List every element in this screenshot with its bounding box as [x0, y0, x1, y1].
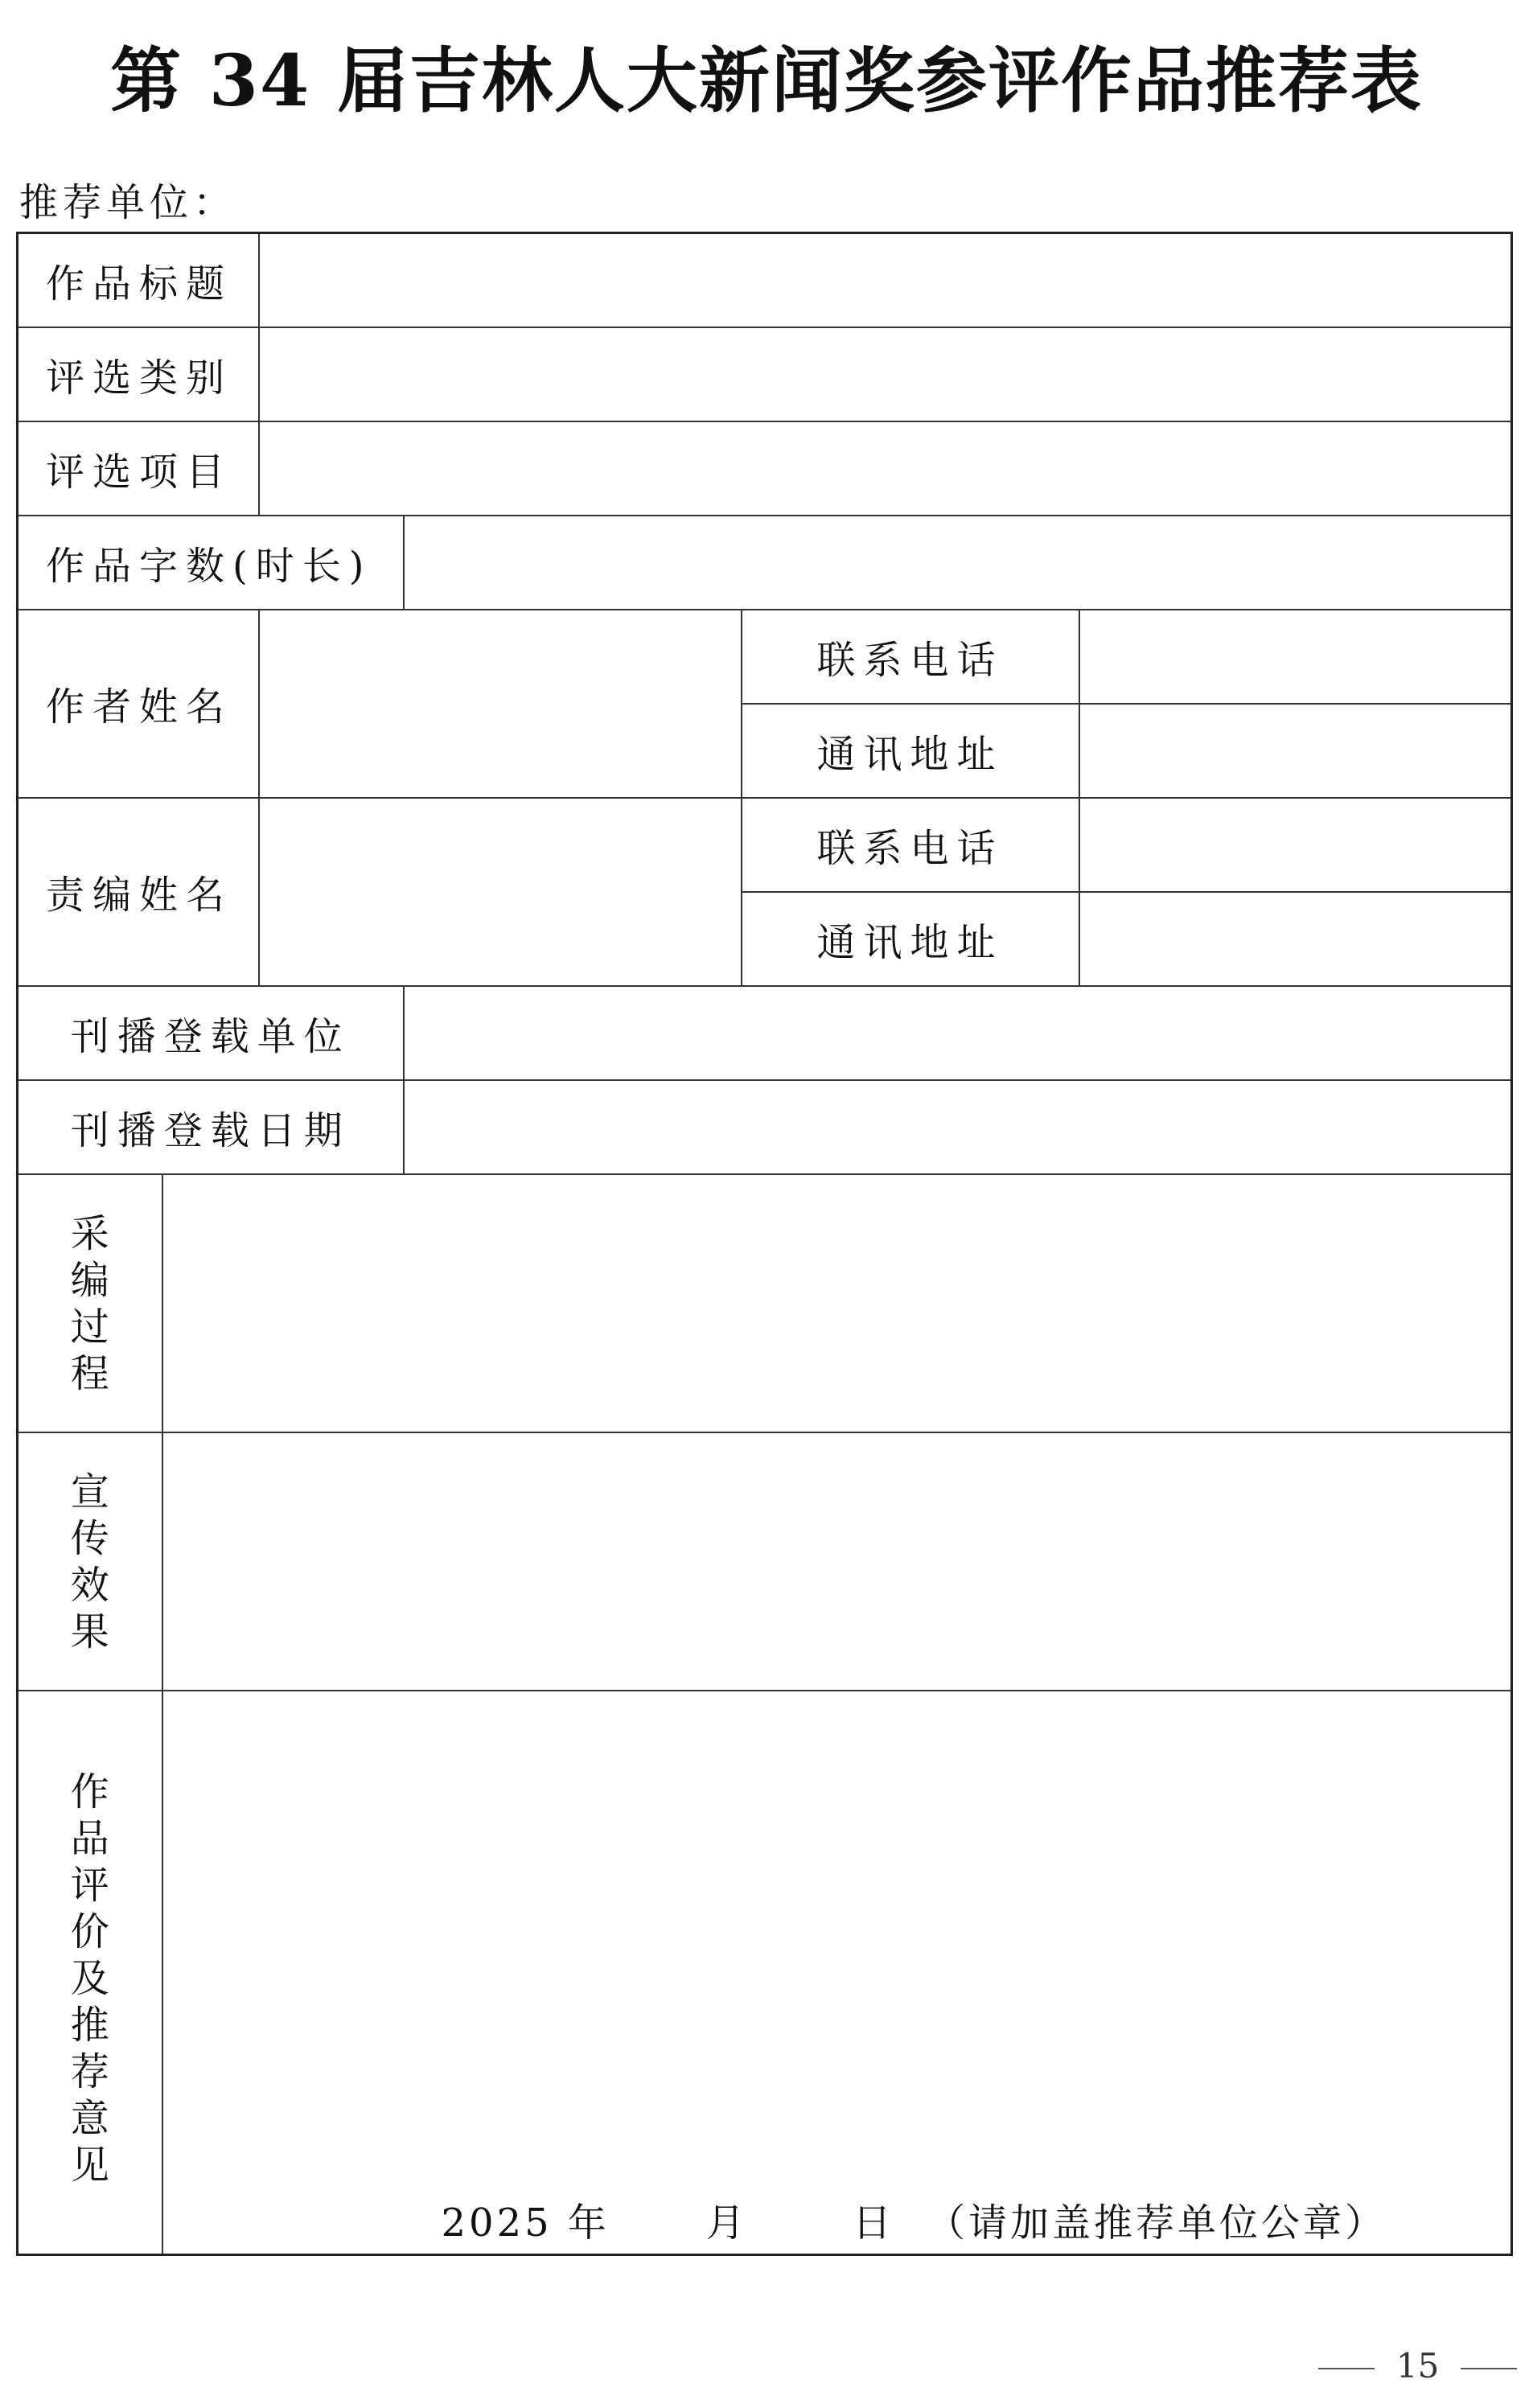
- category-label: 评选类别: [18, 327, 259, 421]
- row-word-count: [18, 516, 1512, 610]
- row-process: [18, 1174, 1512, 1432]
- row-evaluation: [18, 1691, 1512, 2255]
- page-footer: [1318, 2342, 1517, 2390]
- work-title-label: 作品标题: [18, 233, 259, 327]
- row-publish-date: [18, 1080, 1512, 1174]
- date-year: 2025 年: [441, 2200, 610, 2246]
- row-editor-phone: [18, 798, 1512, 892]
- editor-phone-label: 联系电话: [742, 798, 1079, 892]
- author-phone-label: 联系电话: [742, 610, 1079, 704]
- author-address-field[interactable]: [1079, 704, 1512, 798]
- publish-date-label: 刊播登载日期: [18, 1080, 404, 1174]
- page-title: 第 34 届吉林人大新闻奖参评作品推荐表: [110, 39, 1423, 122]
- signature-date-line: [442, 2197, 1387, 2249]
- footer-dash-right: [1461, 2368, 1517, 2369]
- editor-name-field[interactable]: [259, 798, 742, 986]
- seal-note: （请加盖推荐单位公章）: [926, 2200, 1387, 2246]
- row-work-title: [18, 233, 1512, 327]
- evaluation-label-cell: [18, 1691, 162, 2255]
- row-effect: [18, 1432, 1512, 1691]
- editor-name-label: 责编姓名: [18, 798, 259, 986]
- publish-unit-field[interactable]: [404, 986, 1512, 1080]
- effect-label-cell: [18, 1432, 162, 1691]
- category-field[interactable]: [259, 327, 1512, 421]
- effect-field[interactable]: [162, 1432, 1512, 1691]
- publish-unit-label: 刊播登载单位: [18, 986, 404, 1080]
- date-day: 日: [852, 2200, 894, 2246]
- row-author-phone: [18, 610, 1512, 704]
- editor-address-field[interactable]: [1079, 892, 1512, 986]
- process-label-cell: [18, 1174, 162, 1432]
- row-publish-unit: [18, 986, 1512, 1080]
- page-number: 15: [1395, 2346, 1440, 2385]
- editor-address-label: 通讯地址: [742, 892, 1079, 986]
- word-count-label: 作品字数(时长): [18, 516, 404, 610]
- effect-label: 宣传效果: [70, 1469, 109, 1654]
- footer-dash-left: [1318, 2368, 1375, 2369]
- author-phone-field[interactable]: [1079, 610, 1512, 704]
- evaluation-label: 作品评价及推荐意见: [70, 1769, 109, 2188]
- recommending-unit-label: 推荐单位：: [19, 180, 237, 225]
- project-label: 评选项目: [18, 421, 259, 516]
- author-address-label: 通讯地址: [742, 704, 1079, 798]
- project-field[interactable]: [259, 421, 1512, 516]
- author-name-field[interactable]: [259, 610, 742, 798]
- recommendation-form-table: [16, 232, 1513, 2256]
- row-category: [18, 327, 1512, 421]
- process-label: 采编过程: [70, 1210, 109, 1396]
- evaluation-field[interactable]: [162, 1691, 1512, 2255]
- work-title-field[interactable]: [259, 233, 1512, 327]
- row-project: [18, 421, 1512, 516]
- editor-phone-field[interactable]: [1079, 798, 1512, 892]
- author-name-label: 作者姓名: [18, 610, 259, 798]
- publish-date-field[interactable]: [404, 1080, 1512, 1174]
- word-count-field[interactable]: [404, 516, 1512, 610]
- process-field[interactable]: [162, 1174, 1512, 1432]
- date-month: 月: [705, 2200, 748, 2246]
